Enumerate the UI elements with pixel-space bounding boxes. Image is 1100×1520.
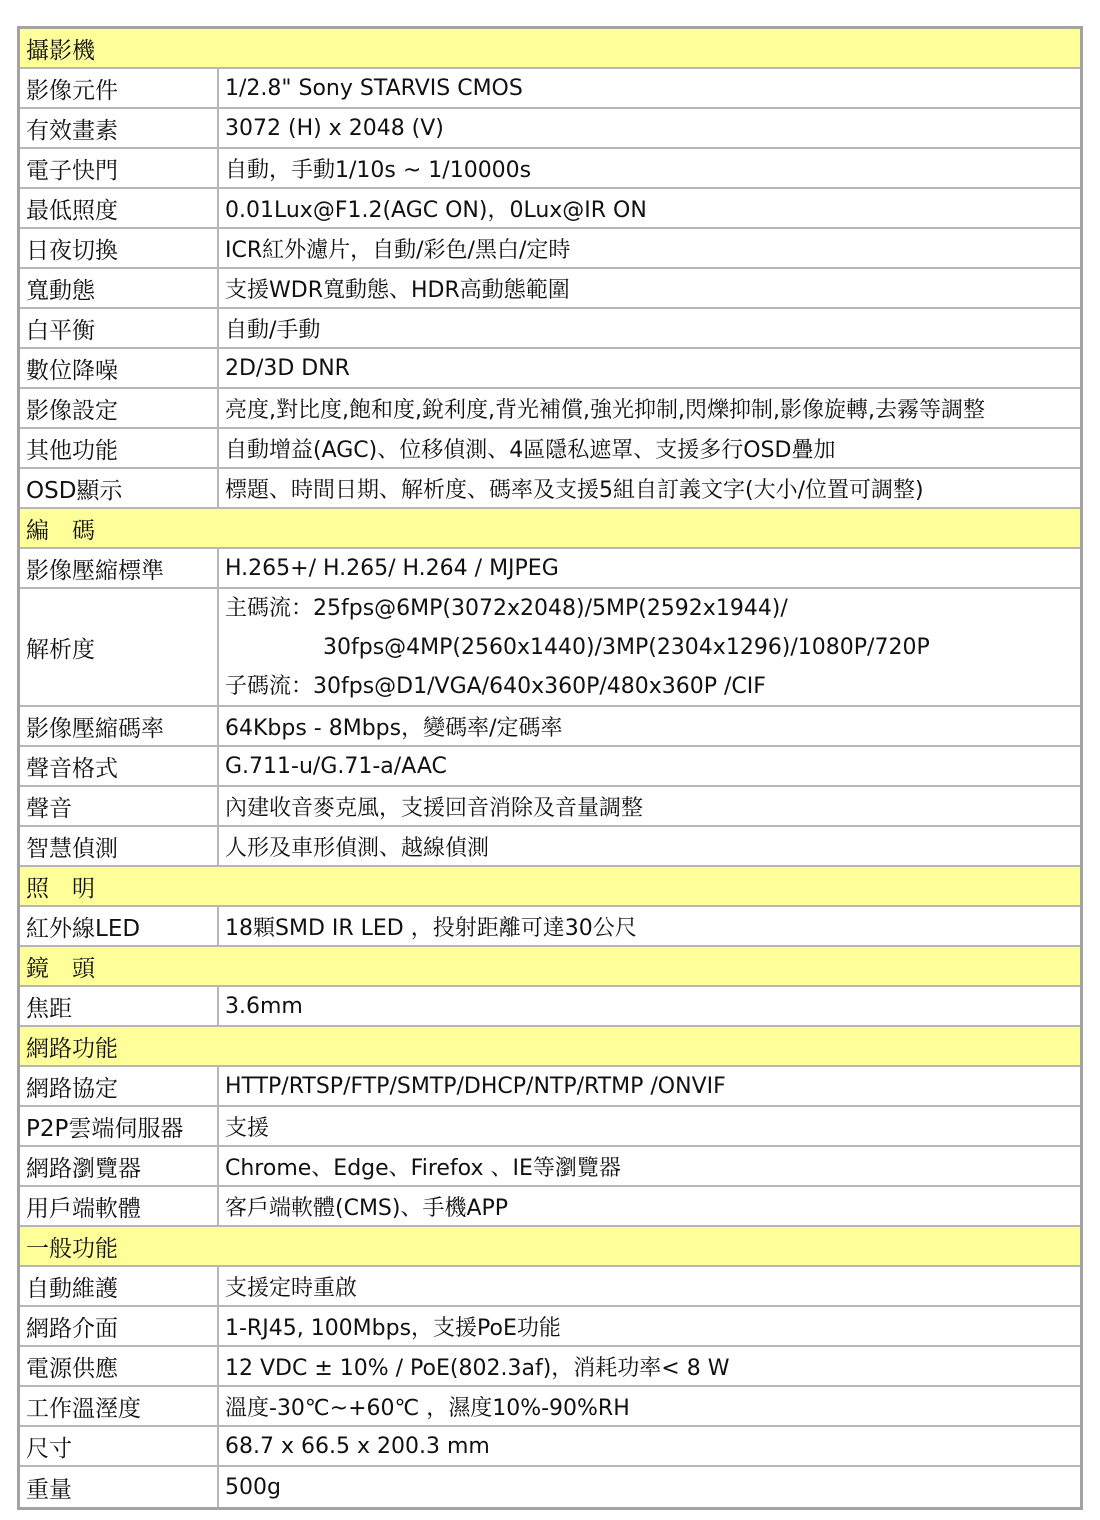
section-title: 攝影機 [26,37,95,64]
section-title: 照 明 [26,875,95,902]
row-network-interface [20,1307,1080,1347]
row-compression [20,549,1080,589]
row-bitrate [20,707,1080,747]
row-smart-detection [20,827,1080,867]
row-value: 自動/手動 [225,317,321,343]
section-lighting [20,867,1080,907]
row-value: 標題、時間日期、解析度、碼率及支援5組自訂義文字(大小/位置可調整) [225,477,924,503]
row-day-night [20,229,1080,269]
section-title: 鏡 頭 [26,955,95,982]
row-label: 焦距 [20,987,219,1025]
row-image-settings [20,389,1080,429]
row-label: 影像壓縮碼率 [20,707,219,745]
row-focal-length [20,987,1080,1027]
section-camera [20,29,1080,69]
row-value: 1-RJ45, 100Mbps，支援PoE功能 [225,1315,561,1341]
row-label: OSD顯示 [20,469,219,507]
section-title: 編 碼 [26,517,95,544]
row-label: 紅外線LED [20,907,219,945]
row-sensor [20,69,1080,109]
row-value: ICR紅外濾片，自動/彩色/黑白/定時 [225,237,571,263]
section-title: 網路功能 [26,1035,118,1062]
row-value: 內建收音麥克風，支援回音消除及音量調整 [225,795,644,821]
row-label: 聲音格式 [20,747,219,785]
resolution-main-stream-cont: 30fps@4MP(2560x1440)/3MP(2304x1296)/1080P/720P [323,634,930,660]
section-lens [20,947,1080,987]
row-value: 人形及車形偵測、越線偵測 [225,835,490,861]
row-dimensions [20,1427,1080,1467]
row-label: 網路瀏覽器 [20,1147,219,1185]
row-value: 支援 [225,1115,270,1141]
row-value: 自動增益(AGC)、位移偵測、4區隱私遮罩、支援多行OSD疊加 [225,437,836,463]
row-shutter [20,149,1080,189]
row-label: 影像設定 [20,389,219,427]
row-protocol [20,1067,1080,1107]
row-value: 68.7 x 66.5 x 200.3 mm [225,1433,490,1459]
row-environment [20,1387,1080,1427]
row-label: 重量 [20,1467,219,1507]
row-label: 電子快門 [20,149,219,187]
row-label: 自動維護 [20,1267,219,1305]
section-title: 一般功能 [26,1235,118,1262]
row-pixels [20,109,1080,149]
row-value: 0.01Lux@F1.2(AGC ON)，0Lux@IR ON [225,197,647,223]
row-value: 1/2.8" Sony STARVIS CMOS [225,75,523,101]
resolution-sub-stream: 子碼流：30fps@D1/VGA/640x360P/480x360P /CIF [225,673,766,699]
row-label: 寬動態 [20,269,219,307]
row-browser [20,1147,1080,1187]
row-value: 2D/3D DNR [225,355,350,381]
row-wdr [20,269,1080,309]
row-label: 網路介面 [20,1307,219,1345]
row-white-balance [20,309,1080,349]
row-noise-reduction [20,349,1080,389]
row-label: 尺寸 [20,1427,219,1465]
row-weight [20,1467,1080,1507]
row-value: 自動，手動1/10s ~ 1/10000s [225,157,532,183]
row-value: HTTP/RTSP/FTP/SMTP/DHCP/NTP/RTMP /ONVIF [225,1073,726,1099]
row-value: Chrome、Edge、Firefox 、IE等瀏覽器 [225,1155,621,1181]
row-min-illumination [20,189,1080,229]
row-value: 亮度,對比度,飽和度,銳利度,背光補償,強光抑制,閃爍抑制,影像旋轉,去霧等調整 [225,397,985,423]
section-general [20,1227,1080,1267]
row-value: 500g [225,1474,281,1500]
row-label: 其他功能 [20,429,219,467]
row-value: 客戶端軟體(CMS)、手機APP [225,1195,509,1221]
row-label: P2P雲端伺服器 [20,1107,219,1145]
section-encoding [20,509,1080,549]
row-audio [20,787,1080,827]
row-value: H.265+/ H.265/ H.264 / MJPEG [225,555,559,581]
row-power [20,1347,1080,1387]
row-value [219,589,1080,705]
row-value: G.711-u/G.71-a/AAC [225,753,447,779]
row-auto-maintenance [20,1267,1080,1307]
row-label: 白平衡 [20,309,219,347]
row-client-software [20,1187,1080,1227]
row-resolution [20,589,1080,707]
row-value: 3.6mm [225,993,303,1019]
row-value: 支援定時重啟 [225,1275,358,1301]
row-value: 支援WDR寬動態、HDR高動態範圍 [225,277,570,303]
row-audio-format [20,747,1080,787]
row-label: 電源供應 [20,1347,219,1385]
row-label: 網路協定 [20,1067,219,1105]
row-osd [20,469,1080,509]
row-label: 解析度 [20,589,219,705]
row-value: 12 VDC ± 10% / PoE(802.3af)，消耗功率< 8 W [225,1355,730,1381]
row-label: 影像壓縮標準 [20,549,219,587]
resolution-main-stream: 主碼流：25fps@6MP(3072x2048)/5MP(2592x1944)/ [225,595,788,621]
row-value: 64Kbps - 8Mbps，變碼率/定碼率 [225,715,563,741]
row-label: 數位降噪 [20,349,219,387]
spec-table [17,26,1083,1510]
row-p2p [20,1107,1080,1147]
row-value: 3072 (H) x 2048 (V) [225,115,444,141]
section-network [20,1027,1080,1067]
row-label: 工作溫溼度 [20,1387,219,1425]
row-other-functions [20,429,1080,469]
row-label: 有效畫素 [20,109,219,147]
row-value: 溫度-30℃~+60℃ ，濕度10%-90%RH [225,1395,630,1421]
row-label: 用戶端軟體 [20,1187,219,1225]
row-label: 日夜切換 [20,229,219,267]
row-label: 影像元件 [20,69,219,107]
row-value: 18顆SMD IR LED ，投射距離可達30公尺 [225,915,637,941]
row-label: 智慧偵測 [20,827,219,865]
row-label: 聲音 [20,787,219,825]
row-ir-led [20,907,1080,947]
row-label: 最低照度 [20,189,219,227]
